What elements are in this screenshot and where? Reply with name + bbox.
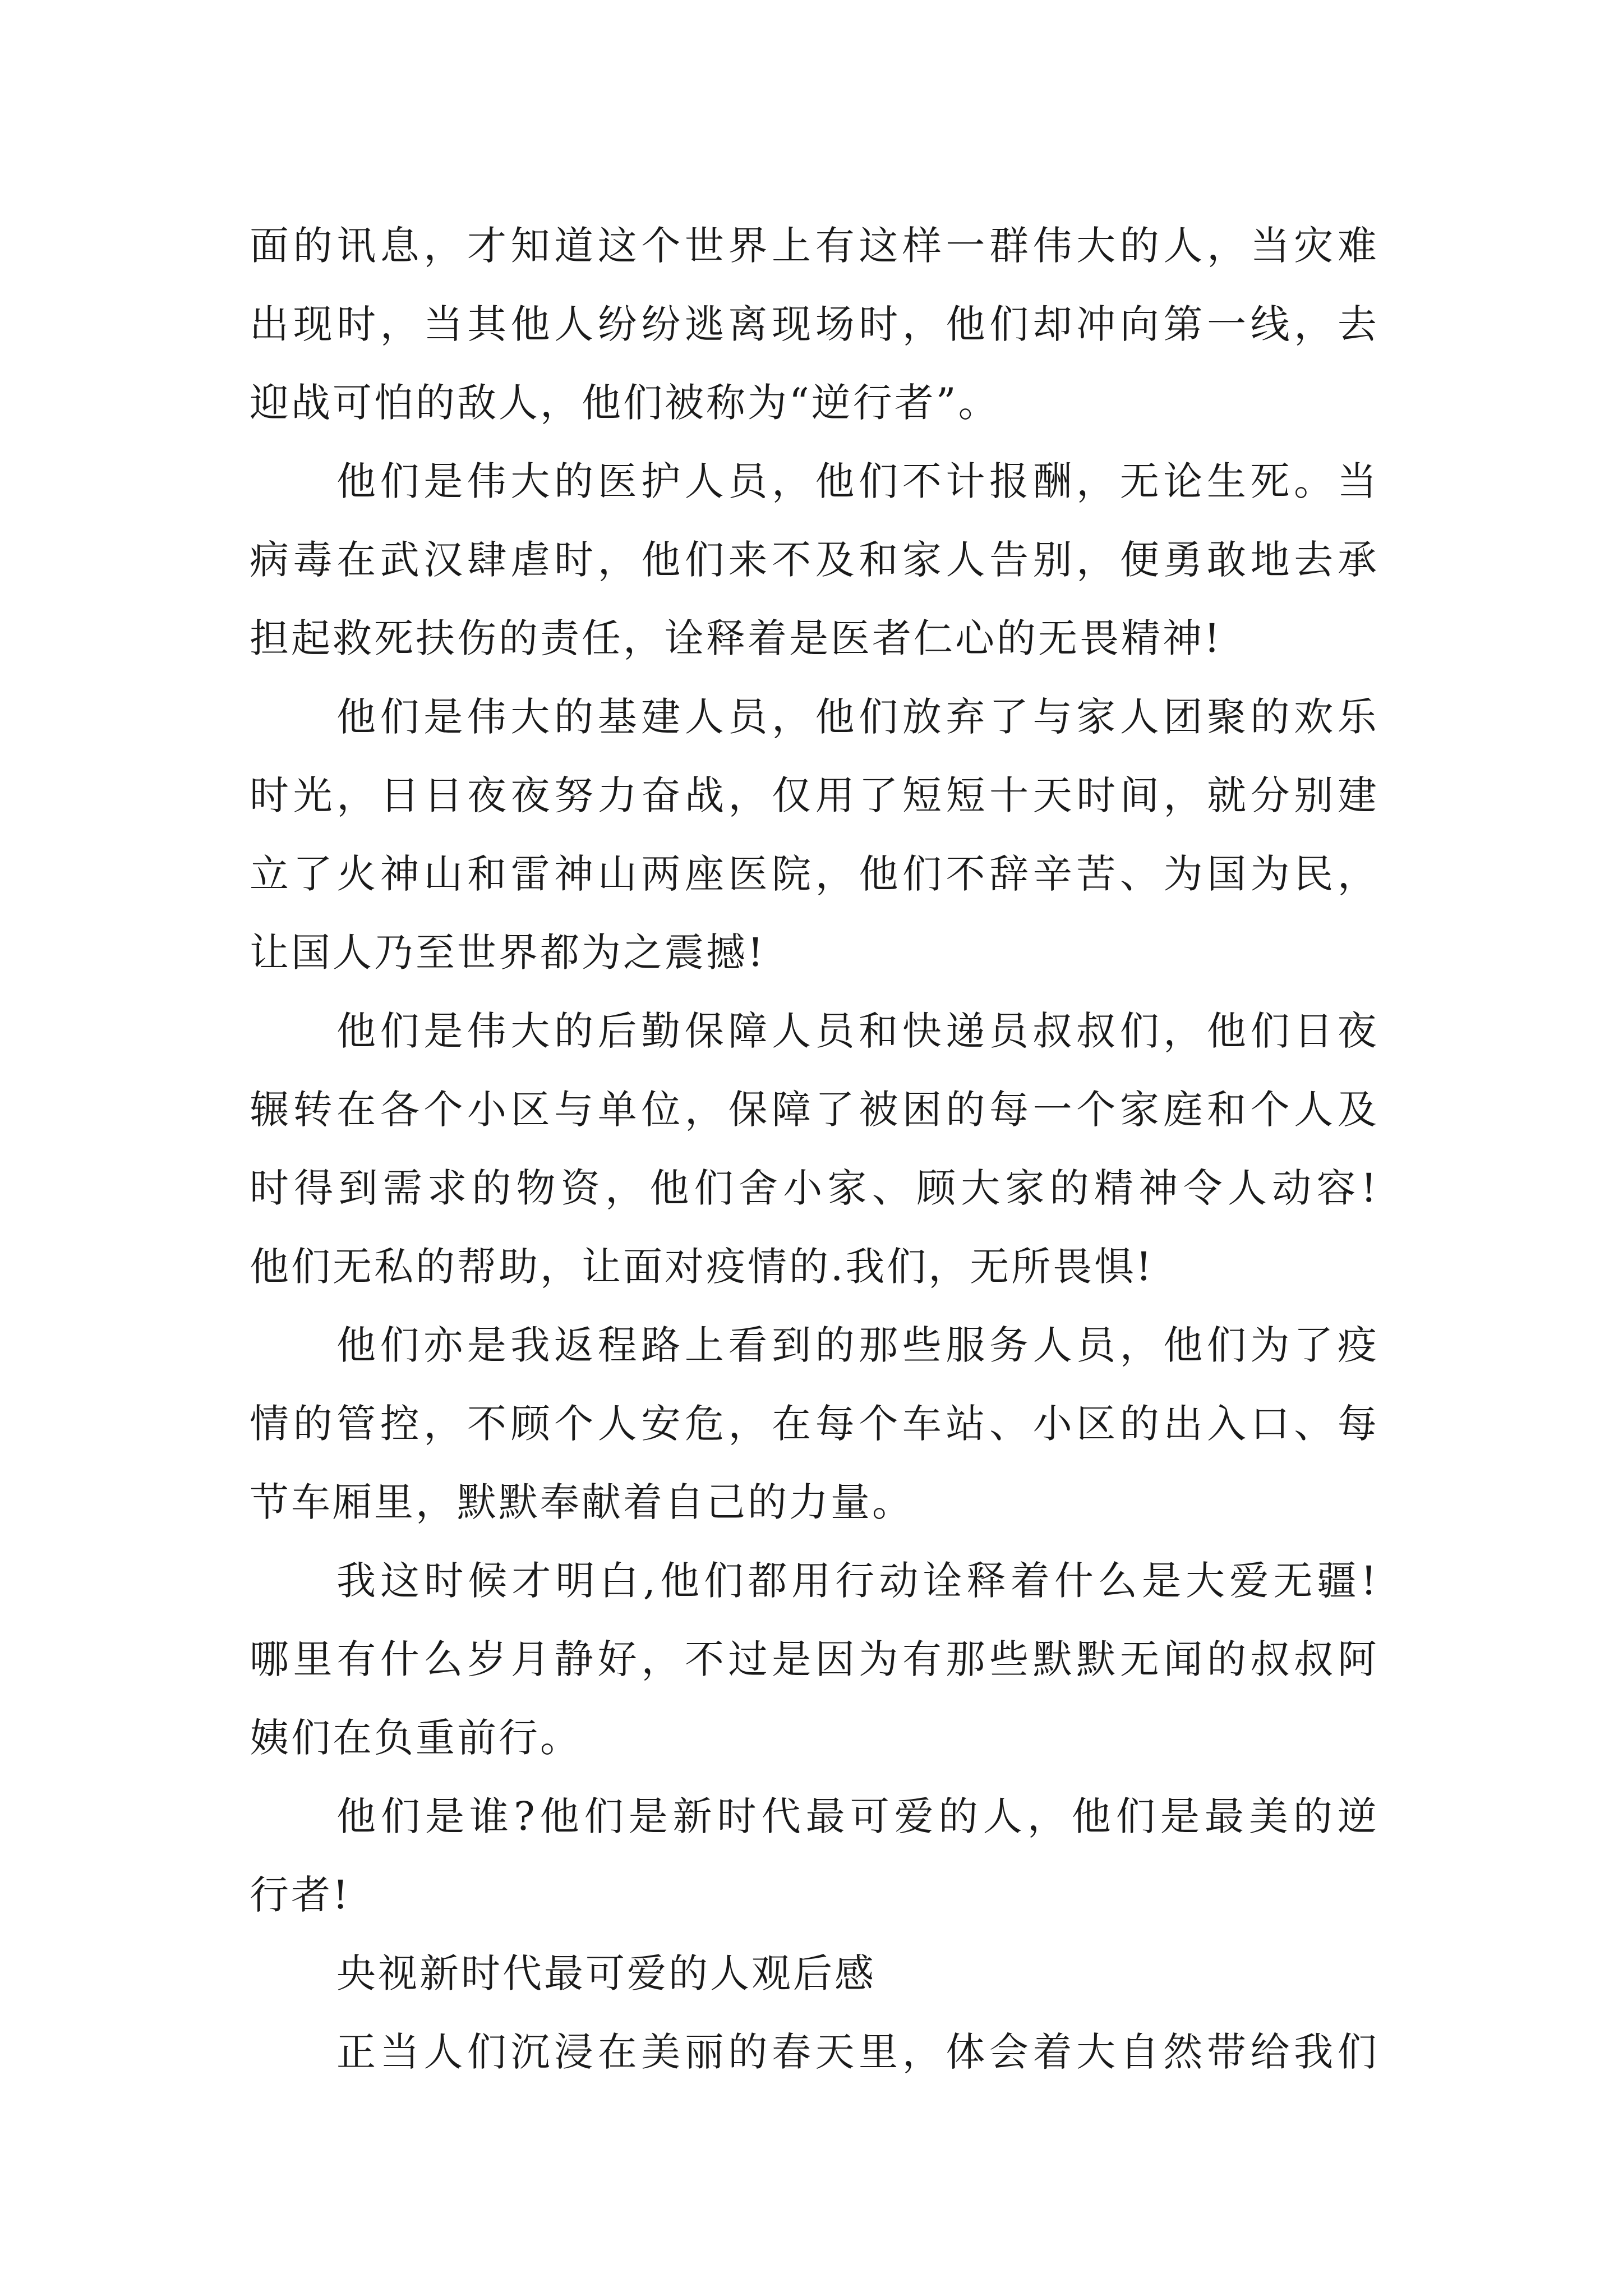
text-line: 病 毒 在 武 汉 肆 虐 时 ， 他 们 来 不 及 和 家 人 告 别 ， 便 勇 敢 地 去 承 bbox=[250, 537, 1377, 583]
text-line: 辗 转 在 各 个 小 区 与 单 位 ， 保 障 了 被 困 的 每 一 个 家 庭 和 个 人 及 bbox=[250, 1087, 1377, 1133]
paragraph-first-line: 他 们 亦 是 我 返 程 路 上 看 到 的 那 些 服 务 人 员 ， 他 们 为 了 疫 bbox=[336, 1322, 1377, 1368]
paragraph-first-line: 我 这 时 候 才 明 白 , 他 们 都 用 行 动 诠 释 着 什 么 是 大 爱 无 疆 ! bbox=[336, 1558, 1377, 1604]
paragraph-first-line: 他 们 是 伟 大 的 后 勤 保 障 人 员 和 快 递 员 叔 叔 们 ， 他 们 日 夜 bbox=[336, 1008, 1377, 1054]
paragraph-first-line: 正 当 人 们 沉 浸 在 美 丽 的 春 天 里 ， 体 会 着 大 自 然 带 给 我 们 bbox=[336, 2029, 1377, 2075]
text-line: 节车厢里，默默奉献着自己的力量。 bbox=[250, 1479, 914, 1525]
text-line: 立 了 火 神 山 和 雷 神 山 两 座 医 院 ， 他 们 不 辞 辛 苦 、 为 国 为 民 ， bbox=[250, 851, 1377, 897]
text-line: 时 得 到 需 求 的 物 资 ， 他 们 舍 小 家 、 顾 大 家 的 精 神 令 人 动 容 ! bbox=[250, 1165, 1377, 1211]
paragraph-first-line: 他 们 是 伟 大 的 基 建 人 员 ， 他 们 放 弃 了 与 家 人 团 聚 的 欢 乐 bbox=[336, 694, 1377, 740]
text-line: 情 的 管 控 ， 不 顾 个 人 安 危 ， 在 每 个 车 站 、 小 区 的 出 入 口 、 每 bbox=[250, 1401, 1377, 1447]
section-heading: 央视新时代最可爱的人观后感 bbox=[336, 1950, 876, 1996]
text-line: 姨们在负重前行。 bbox=[250, 1715, 582, 1761]
text-line: 担起救死扶伤的责任，诠释着是医者仁心的无畏精神! bbox=[250, 615, 1223, 661]
text-line: 行者! bbox=[250, 1872, 351, 1918]
text-line: 哪 里 有 什 么 岁 月 静 好 ， 不 过 是 因 为 有 那 些 默 默 无 闻 的 叔 叔 阿 bbox=[250, 1636, 1377, 1682]
text-line: 面 的 讯 息 ， 才 知 道 这 个 世 界 上 有 这 样 一 群 伟 大 的 人 ， 当 灾 难 bbox=[250, 223, 1377, 269]
text-line: 出 现 时 ， 当 其 他 人 纷 纷 逃 离 现 场 时 ， 他 们 却 冲 向 第 一 线 ， 去 bbox=[250, 301, 1377, 347]
paragraph-first-line: 他 们 是 伟 大 的 医 护 人 员 ， 他 们 不 计 报 酬 ， 无 论 生 死 。 当 bbox=[336, 458, 1377, 504]
paragraph-first-line: 他 们 是 谁 ? 他 们 是 新 时 代 最 可 爱 的 人 ， 他 们 是 最 美 的 逆 bbox=[336, 1793, 1377, 1839]
text-line: 让国人乃至世界都为之震撼! bbox=[250, 930, 766, 976]
text-line: 时 光 ， 日 日 夜 夜 努 力 奋 战 ， 仅 用 了 短 短 十 天 时 间 ， 就 分 别 建 bbox=[250, 772, 1377, 818]
text-line: 他们无私的帮助，让面对疫情的.我们，无所畏惧! bbox=[250, 1244, 1154, 1290]
text-line: 迎战可怕的敌人，他们被称为“逆行者”。 bbox=[250, 380, 1000, 426]
